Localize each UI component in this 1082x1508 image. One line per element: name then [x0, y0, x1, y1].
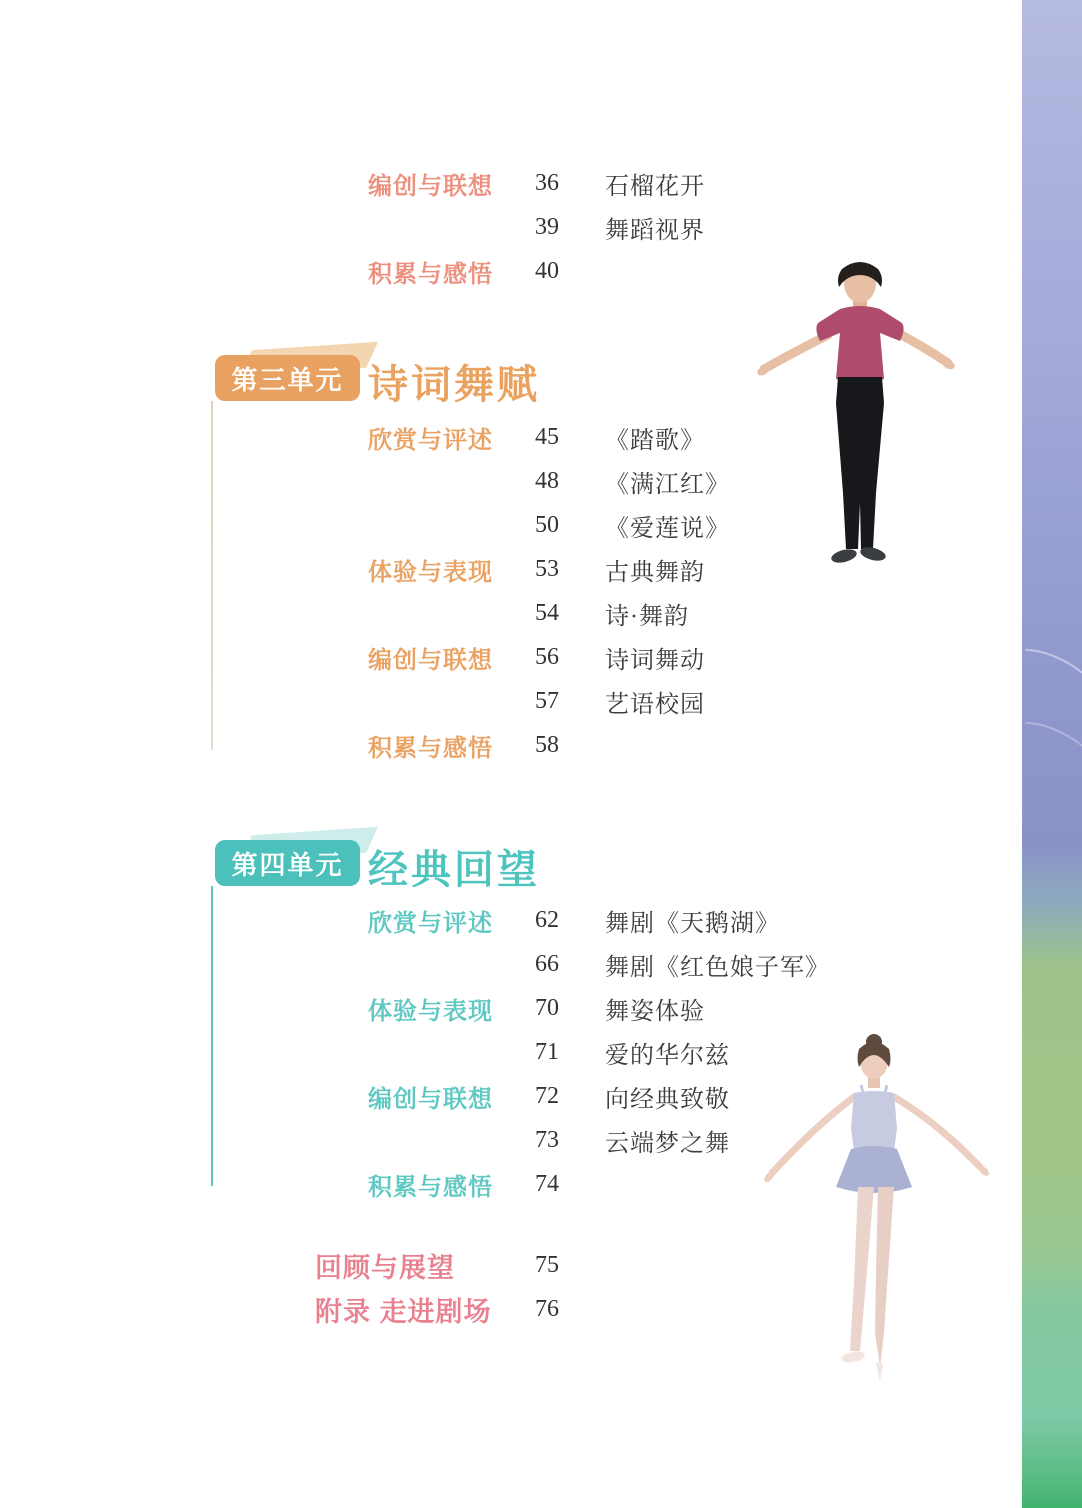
page-number: 53	[535, 555, 559, 582]
unit4-section-line	[211, 886, 213, 1186]
toc-row	[368, 986, 928, 1030]
page-number: 74	[535, 1170, 559, 1197]
page-number: 66	[535, 950, 559, 977]
toc-row	[368, 723, 928, 767]
entry-title: 石榴花开	[605, 173, 705, 200]
toc-row	[368, 205, 928, 249]
footer-rows	[315, 1243, 735, 1331]
category-label: 积累与感悟	[368, 1173, 493, 1201]
entry-title: 爱的华尔兹	[605, 1042, 730, 1069]
page-number: 70	[535, 994, 559, 1021]
toc-row	[315, 1287, 735, 1331]
page-number: 71	[535, 1038, 559, 1065]
page-number: 58	[535, 731, 559, 758]
entry-title: 古典舞韵	[605, 559, 705, 586]
entry-title: 舞剧《天鹅湖》	[605, 910, 780, 937]
decorative-side-strip	[1022, 0, 1082, 1508]
page-number: 62	[535, 906, 559, 933]
toc-row	[368, 591, 928, 635]
page-number: 36	[535, 169, 559, 196]
category-label: 积累与感悟	[368, 260, 493, 288]
page-number: 40	[535, 257, 559, 284]
entry-title: 诗·舞韵	[605, 603, 689, 630]
entry-title: 舞蹈视界	[605, 217, 705, 244]
footer-label: 回顾与展望	[315, 1252, 455, 1283]
category-label: 欣赏与评述	[368, 909, 493, 937]
category-label: 积累与感悟	[368, 734, 493, 762]
entry-title: 《爱莲说》	[605, 515, 730, 542]
toc-row	[315, 1243, 735, 1287]
category-label: 编创与联想	[368, 172, 493, 200]
page-number: 75	[535, 1251, 559, 1278]
toc-row	[368, 898, 928, 942]
toc-row	[368, 679, 928, 723]
page-number: 72	[535, 1082, 559, 1109]
toc-row	[368, 161, 928, 205]
entry-title: 云端梦之舞	[605, 1130, 730, 1157]
unit3-title: 诗词舞赋	[368, 363, 540, 407]
unit3-section-line	[211, 401, 213, 750]
unit4-badge: 第四单元	[215, 840, 360, 886]
page-number: 57	[535, 687, 559, 714]
page-number: 45	[535, 423, 559, 450]
page-number: 54	[535, 599, 559, 626]
entry-title: 向经典致敬	[605, 1086, 730, 1113]
category-label: 编创与联想	[368, 646, 493, 674]
footer-label: 附录 走进剧场	[315, 1296, 492, 1327]
unit4-title: 经典回望	[368, 848, 540, 892]
entry-title: 诗词舞动	[605, 647, 705, 674]
category-label: 体验与表现	[368, 997, 493, 1025]
toc-row	[368, 635, 928, 679]
page-number: 76	[535, 1295, 559, 1322]
girl-dancer-photo	[742, 1033, 1007, 1385]
entry-title: 《满江红》	[605, 471, 730, 498]
entry-title: 舞剧《红色娘子军》	[605, 954, 830, 981]
page-number: 39	[535, 213, 559, 240]
category-label: 体验与表现	[368, 558, 493, 586]
unit3-badge: 第三单元	[215, 355, 360, 401]
entry-title: 舞姿体验	[605, 998, 705, 1025]
boy-dancer-photo	[752, 253, 957, 585]
toc-row	[368, 942, 928, 986]
page-number: 56	[535, 643, 559, 670]
entry-title: 艺语校园	[605, 691, 705, 718]
page-number: 73	[535, 1126, 559, 1153]
page-number: 48	[535, 467, 559, 494]
category-label: 编创与联想	[368, 1085, 493, 1113]
page-number: 50	[535, 511, 559, 538]
category-label: 欣赏与评述	[368, 426, 493, 454]
entry-title: 《踏歌》	[605, 427, 705, 454]
